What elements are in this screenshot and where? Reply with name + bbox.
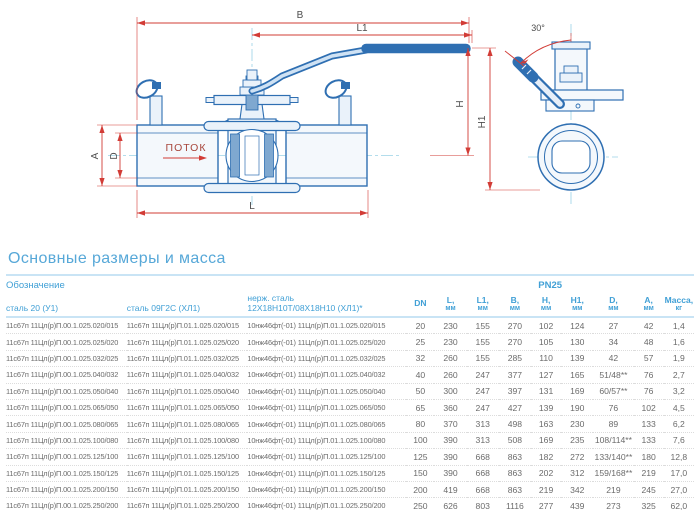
cell-a: 245	[634, 481, 664, 497]
cell-h1: 230	[561, 416, 593, 432]
cell-l1: 668	[467, 465, 499, 481]
cell-b: 1116	[499, 498, 531, 514]
cell-l1: 313	[467, 432, 499, 448]
cell-designation-steel09g2s: 11с67п 11Цл(р)П.01.1.025.040/032	[127, 367, 248, 383]
cell-designation-steel20: 11с67п 11Цл(р)П.00.1.025.150/125	[6, 465, 127, 481]
cell-designation-stainless: 10нж46фт(-01) 11Цл(р)П.01.1.025.025/020	[247, 334, 406, 350]
dimensions-section	[0, 246, 700, 514]
cell-dn: 100	[406, 432, 434, 448]
cell-a: 42	[634, 317, 664, 334]
cell-designation-steel09g2s: 11с67п 11Цл(р)П.01.1.025.150/125	[127, 465, 248, 481]
cell-b: 508	[499, 432, 531, 448]
cell-h: 169	[531, 432, 561, 448]
cell-designation-steel20: 11с67п 11Цл(р)П.00.1.025.250/200	[6, 498, 127, 514]
table-row	[6, 481, 694, 497]
cell-h1: 342	[561, 481, 593, 497]
column-header-a: A, мм	[643, 295, 654, 312]
cell-l: 370	[434, 416, 466, 432]
cell-mass: 1,4	[664, 317, 694, 334]
cell-dn: 65	[406, 399, 434, 415]
cell-mass: 27,0	[664, 481, 694, 497]
side-handle	[518, 62, 560, 104]
cell-h1: 130	[561, 334, 593, 350]
dim-label-L1: L1	[356, 23, 368, 34]
table-row	[6, 465, 694, 481]
cell-mass: 2,7	[664, 367, 694, 383]
table-row	[6, 432, 694, 448]
table-row	[6, 399, 694, 415]
stainless-header-line2: 12Х18Н10Т/08Х18Н10 (ХЛ1)*	[247, 303, 363, 313]
right-lifting-lug	[323, 77, 351, 125]
cell-designation-stainless: 10нж46фт(-01) 11Цл(р)П.01.1.025.150/125	[247, 465, 406, 481]
cell-b: 498	[499, 416, 531, 432]
cell-dn: 250	[406, 498, 434, 514]
angle-label: 30°	[531, 23, 545, 33]
cell-l1: 155	[467, 317, 499, 334]
cell-h: 163	[531, 416, 561, 432]
table-row	[6, 317, 694, 334]
cell-designation-stainless: 10нж46фт(-01) 11Цл(р)П.01.1.025.050/040	[247, 383, 406, 399]
cell-l1: 668	[467, 481, 499, 497]
cell-designation-stainless: 10нж46фт(-01) 11Цл(р)П.01.1.025.125/100	[247, 449, 406, 465]
dim-label-H1: H1	[477, 115, 488, 129]
cell-a: 57	[634, 350, 664, 366]
cell-d: 273	[593, 498, 633, 514]
designation-group-header: Обозначение	[6, 280, 65, 291]
cell-l1: 155	[467, 334, 499, 350]
pn25-group-header: PN25	[538, 280, 563, 291]
cell-dn: 200	[406, 481, 434, 497]
valve-front-view	[134, 49, 466, 193]
cell-designation-steel20: 11с67п 11Цл(р)П.00.1.025.125/100	[6, 449, 127, 465]
stainless-header-line1: нерж. сталь	[247, 293, 295, 303]
cell-designation-steel20: 11с67п 11Цл(р)П.00.1.025.200/150	[6, 481, 127, 497]
cell-a: 76	[634, 367, 664, 383]
cell-d: 51/48**	[593, 367, 633, 383]
cell-b: 863	[499, 481, 531, 497]
cell-l: 230	[434, 334, 466, 350]
cell-dn: 50	[406, 383, 434, 399]
right-seat	[265, 134, 274, 177]
left-lifting-lug	[134, 77, 162, 125]
column-header-steel20	[6, 293, 127, 317]
cell-designation-steel09g2s: 11с67п 11Цл(р)П.01.1.025.100/080	[127, 432, 248, 448]
cell-h1: 169	[561, 383, 593, 399]
cell-a: 102	[634, 399, 664, 415]
cell-dn: 25	[406, 334, 434, 350]
cell-l: 360	[434, 399, 466, 415]
cell-l: 300	[434, 383, 466, 399]
dim-label-L: L	[249, 201, 255, 212]
cell-designation-steel20: 11с67п 11Цл(р)П.00.1.025.032/025	[6, 350, 127, 366]
cell-designation-steel09g2s: 11с67п 11Цл(р)П.01.1.025.200/150	[127, 481, 248, 497]
cell-l: 230	[434, 317, 466, 334]
cell-h: 105	[531, 334, 561, 350]
cell-mass: 12,8	[664, 449, 694, 465]
cell-designation-steel20: 11с67п 11Цл(р)П.00.1.025.025/020	[6, 334, 127, 350]
cell-a: 133	[634, 432, 664, 448]
cell-dn: 40	[406, 367, 434, 383]
steel09g2s-header-text: сталь 09Г2С (ХЛ1)	[126, 303, 201, 313]
cell-h1: 124	[561, 317, 593, 334]
cell-h: 127	[531, 367, 561, 383]
dimensions-table	[6, 276, 694, 514]
table-row	[6, 449, 694, 465]
column-header-mass: Масса, кг	[664, 295, 694, 312]
cell-l: 390	[434, 432, 466, 448]
cell-h1: 235	[561, 432, 593, 448]
cell-mass: 4,5	[664, 399, 694, 415]
cell-b: 427	[499, 399, 531, 415]
dim-label-A: A	[90, 152, 101, 160]
cell-designation-steel20: 11с67п 11Цл(р)П.00.1.025.020/015	[6, 317, 127, 334]
column-header-l: L, мм	[445, 295, 456, 312]
cell-h: 182	[531, 449, 561, 465]
cell-l1: 803	[467, 498, 499, 514]
cell-designation-steel20: 11с67п 11Цл(р)П.00.1.025.065/050	[6, 399, 127, 415]
cell-d: 219	[593, 481, 633, 497]
section-title: Основные размеры и масса	[8, 250, 226, 267]
table-row	[6, 350, 694, 366]
cell-l1: 668	[467, 449, 499, 465]
cell-designation-steel09g2s: 11с67п 11Цл(р)П.01.1.025.065/050	[127, 399, 248, 415]
cell-mass: 62,0	[664, 498, 694, 514]
cell-mass: 17,0	[664, 465, 694, 481]
cell-designation-steel20: 11с67п 11Цл(р)П.00.1.025.080/065	[6, 416, 127, 432]
cell-designation-steel09g2s: 11с67п 11Цл(р)П.01.1.025.050/040	[127, 383, 248, 399]
cell-l: 419	[434, 481, 466, 497]
cell-h1: 139	[561, 350, 593, 366]
cell-mass: 1,6	[664, 334, 694, 350]
cell-d: 159/168**	[593, 465, 633, 481]
cell-l: 260	[434, 367, 466, 383]
steel20-header-text: сталь 20 (У1)	[6, 303, 59, 313]
cell-h1: 165	[561, 367, 593, 383]
column-header-l1: L1, мм	[476, 295, 489, 312]
valve-technical-drawing	[0, 0, 700, 246]
cell-designation-steel09g2s: 11с67п 11Цл(р)П.01.1.025.250/200	[127, 498, 248, 514]
cell-a: 219	[634, 465, 664, 481]
cell-d: 76	[593, 399, 633, 415]
cell-designation-steel09g2s: 11с67п 11Цл(р)П.01.1.025.032/025	[127, 350, 248, 366]
dim-label-D: D	[109, 152, 120, 160]
dimension-table-body	[6, 317, 694, 514]
cell-a: 48	[634, 334, 664, 350]
cell-d: 34	[593, 334, 633, 350]
table-row	[6, 383, 694, 399]
cell-h1: 312	[561, 465, 593, 481]
cell-designation-steel20: 11с67п 11Цл(р)П.00.1.025.100/080	[6, 432, 127, 448]
cell-h: 110	[531, 350, 561, 366]
cell-dn: 80	[406, 416, 434, 432]
cell-d: 42	[593, 350, 633, 366]
column-header-h: H, мм	[540, 295, 552, 312]
cell-a: 133	[634, 416, 664, 432]
cell-d: 27	[593, 317, 633, 334]
side-handle-grip	[518, 62, 533, 77]
table-row	[6, 367, 694, 383]
dim-label-H: H	[455, 100, 466, 108]
cell-h: 131	[531, 383, 561, 399]
cell-l: 390	[434, 465, 466, 481]
cell-d: 133/140**	[593, 449, 633, 465]
cell-designation-steel09g2s: 11с67п 11Цл(р)П.01.1.025.020/015	[127, 317, 248, 334]
cell-designation-stainless: 10нж46фт(-01) 11Цл(р)П.01.1.025.200/150	[247, 481, 406, 497]
column-header-d: D, мм	[608, 295, 619, 312]
cell-l1: 155	[467, 350, 499, 366]
cell-b: 285	[499, 350, 531, 366]
cell-d: 89	[593, 416, 633, 432]
cell-dn: 32	[406, 350, 434, 366]
cell-a: 76	[634, 383, 664, 399]
cell-b: 397	[499, 383, 531, 399]
cell-designation-stainless: 10нж46фт(-01) 11Цл(р)П.01.1.025.040/032	[247, 367, 406, 383]
cell-d: 60/57**	[593, 383, 633, 399]
cell-designation-steel20: 11с67п 11Цл(р)П.00.1.025.050/040	[6, 383, 127, 399]
cell-b: 377	[499, 367, 531, 383]
cell-b: 863	[499, 465, 531, 481]
table-row	[6, 334, 694, 350]
table-row	[6, 498, 694, 514]
cell-l: 260	[434, 350, 466, 366]
cell-designation-steel09g2s: 11с67п 11Цл(р)П.01.1.025.080/065	[127, 416, 248, 432]
left-pipe	[137, 125, 218, 186]
cell-designation-steel09g2s: 11с67п 11Цл(р)П.01.1.025.025/020	[127, 334, 248, 350]
column-header-b: B, мм	[509, 295, 521, 312]
bore-opening	[552, 141, 590, 173]
cell-b: 270	[499, 334, 531, 350]
cell-designation-stainless: 10нж46фт(-01) 11Цл(р)П.01.1.025.032/025	[247, 350, 406, 366]
column-header-dn: DN	[414, 298, 427, 308]
cell-b: 270	[499, 317, 531, 334]
dimensions	[97, 17, 571, 218]
cell-h1: 439	[561, 498, 593, 514]
cell-mass: 6,2	[664, 416, 694, 432]
cell-l1: 247	[467, 399, 499, 415]
cell-h: 139	[531, 399, 561, 415]
cell-dn: 150	[406, 465, 434, 481]
cell-designation-stainless: 10нж46фт(-01) 11Цл(р)П.01.1.025.080/065	[247, 416, 406, 432]
cell-h1: 272	[561, 449, 593, 465]
cell-b: 863	[499, 449, 531, 465]
cell-l1: 313	[467, 416, 499, 432]
body-bottom-weld-ring	[204, 184, 300, 193]
cell-l: 626	[434, 498, 466, 514]
cell-designation-stainless: 10нж46фт(-01) 11Цл(р)П.01.1.025.065/050	[247, 399, 406, 415]
dim-label-B: B	[296, 10, 304, 21]
cell-l1: 247	[467, 383, 499, 399]
cell-designation-stainless: 10нж46фт(-01) 11Цл(р)П.01.1.025.100/080	[247, 432, 406, 448]
cell-h: 202	[531, 465, 561, 481]
valve-side-view	[518, 42, 623, 190]
column-header-h1: H1, мм	[570, 295, 584, 312]
cell-dn: 20	[406, 317, 434, 334]
table-row	[6, 416, 694, 432]
right-pipe	[286, 125, 367, 186]
cell-l: 390	[434, 449, 466, 465]
cell-designation-stainless: 10нж46фт(-01) 11Цл(р)П.01.1.025.250/200	[247, 498, 406, 514]
cell-a: 325	[634, 498, 664, 514]
cell-mass: 1,9	[664, 350, 694, 366]
cell-designation-steel20: 11с67п 11Цл(р)П.00.1.025.040/032	[6, 367, 127, 383]
cell-mass: 7,6	[664, 432, 694, 448]
cell-designation-stainless: 10нж46фт(-01) 11Цл(р)П.01.1.025.020/015	[247, 317, 406, 334]
cell-l1: 247	[467, 367, 499, 383]
cell-h: 277	[531, 498, 561, 514]
column-header-stainless	[247, 293, 406, 317]
cell-h: 219	[531, 481, 561, 497]
cell-designation-steel09g2s: 11с67п 11Цл(р)П.01.1.025.125/100	[127, 449, 248, 465]
left-seat	[231, 134, 240, 177]
column-header-steel09g2s	[127, 293, 248, 317]
cell-mass: 3,2	[664, 383, 694, 399]
handle	[252, 49, 466, 92]
cell-a: 180	[634, 449, 664, 465]
cell-d: 108/114**	[593, 432, 633, 448]
cell-h1: 190	[561, 399, 593, 415]
cell-dn: 125	[406, 449, 434, 465]
flow-label: ПОТОК	[165, 142, 207, 154]
cell-h: 102	[531, 317, 561, 334]
